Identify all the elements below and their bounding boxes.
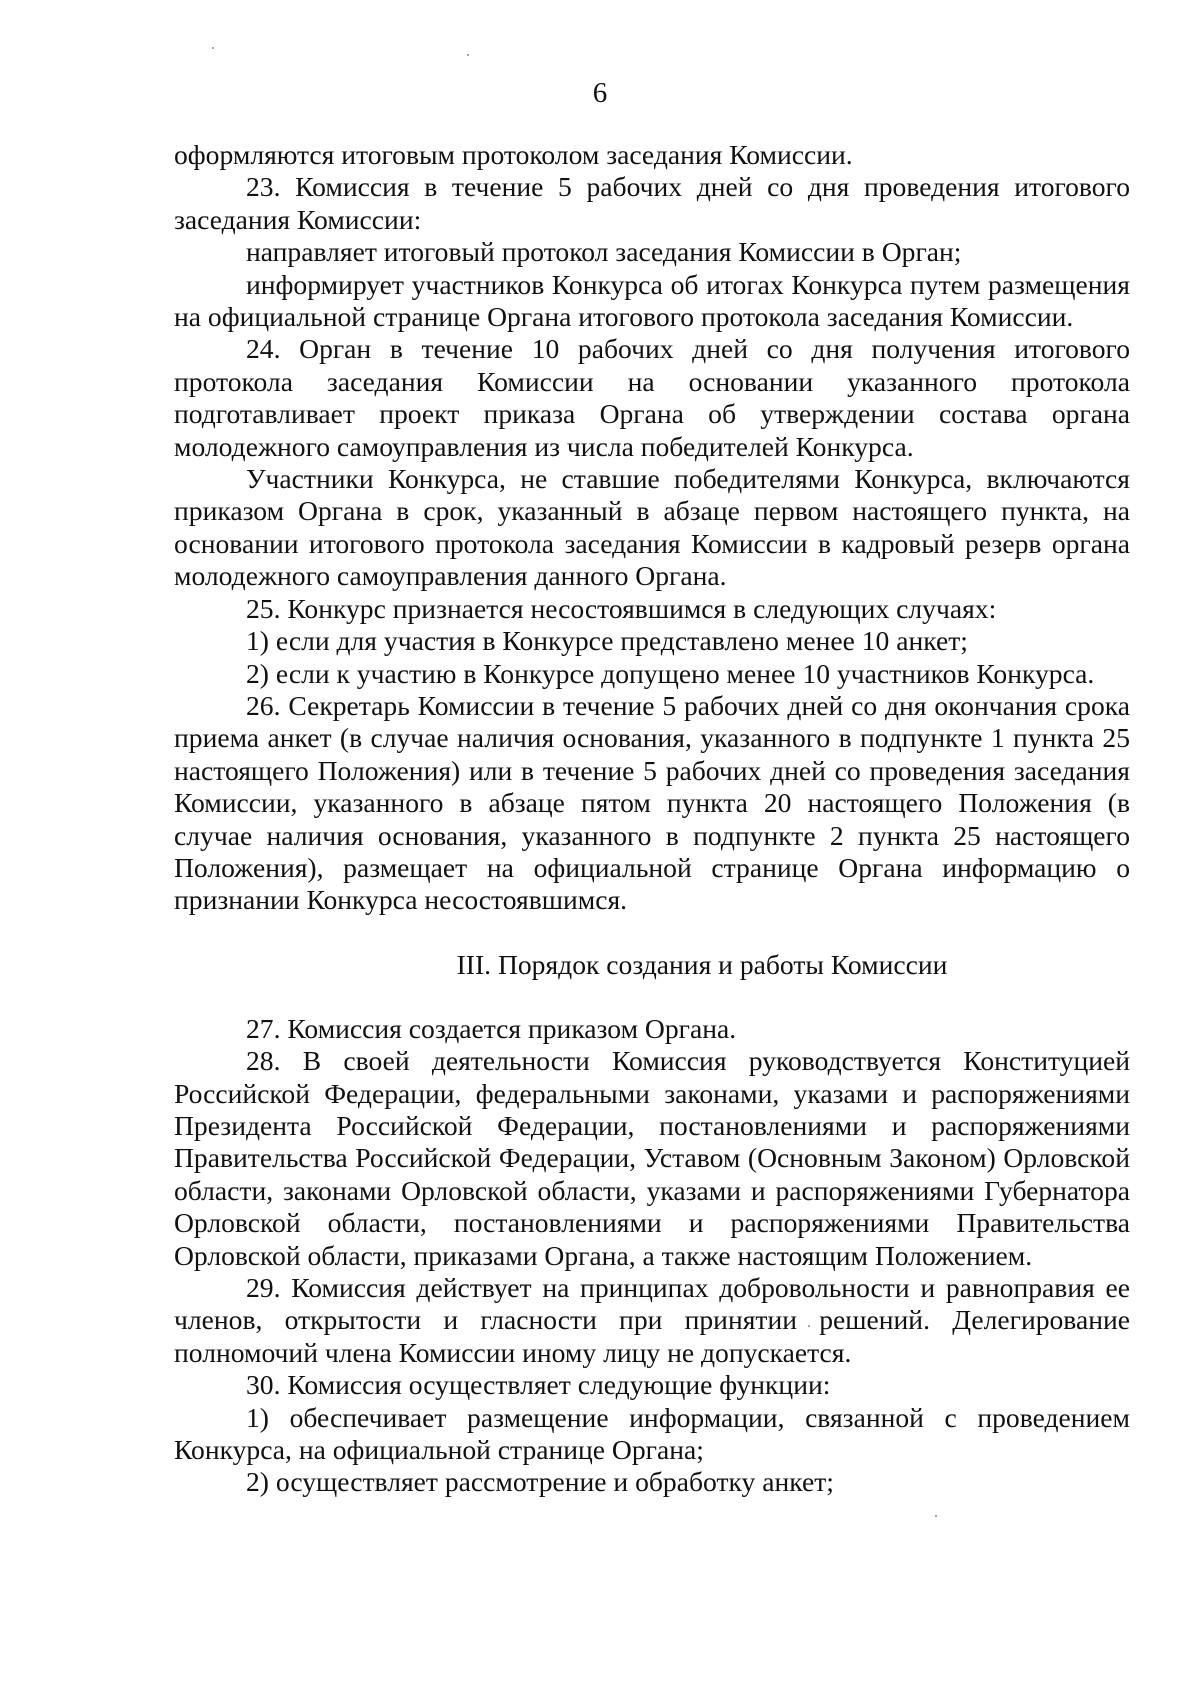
paragraph-item-23-action-2: информирует участников Конкурса об итогах Конкурса путем размещения на официальной странице Органа итогового протокола заседания Комиссии.: [174, 268, 1130, 333]
paragraph-item-30-function-2: 2) осуществляет рассмотрение и обработку анкет;: [246, 1466, 834, 1498]
paragraph-item-30-function-1: 1) обеспечивает размещение информации, связанной с проведением Конкурса, на официальной странице Органа;: [174, 1401, 1130, 1466]
paragraph-item-24: 24. Орган в течение 10 рабочих дней со дня получения итогового протокола заседания Комиссии на основании указанного протокола подготавливает проект приказа Органа об утверждении состава органа молодежного самоуправления из числа победителей Конкурса.: [174, 333, 1130, 462]
paragraph-item-24-reserve: Участники Конкурса, не ставшие победителями Конкурса, включаются приказом Органа в срок, указанный в абзаце первом настоящего пункта, на основании итогового протокола заседания Комиссии в кадровый резерв органа молодежного самоуправления данного Органа.: [174, 463, 1130, 592]
scan-speck: [212, 47, 214, 49]
paragraph-item-27: 27. Комиссия создается приказом Органа.: [246, 1012, 737, 1044]
paragraph-continuation: оформляются итоговым протоколом заседания Комиссии.: [174, 139, 853, 170]
paragraph-item-23: 23. Комиссия в течение 5 рабочих дней со дня проведения итогового заседания Комиссии:: [174, 171, 1130, 235]
paragraph-item-28: 28. В своей деятельности Комиссия руководствуется Конституцией Российской Федерации, федеральными законами, указами и распоряжениями Президента Российской Федерации, постановлениями и распоряжениями Правительства Российской Федерации, Уставом (Основным Законом) Орловской области, законами Орловской области, указами и распоряжениями Губернатора Орловской области, постановлениями и распоряжениями Правительства Орловской области, приказами Органа, а также настоящим Положением.: [174, 1045, 1130, 1271]
page-number: 6: [592, 77, 608, 109]
paragraph-item-25-case-2: 2) если к участию в Конкурсе допущено менее 10 участников Конкурса.: [246, 657, 1095, 689]
scan-speck: [467, 54, 469, 56]
paragraph-item-26: 26. Секретарь Комиссии в течение 5 рабочих дней со дня окончания срока приема анкет (в случае наличия основания, указанного в подпункте 1 пункта 25 настоящего Положения) или в течение 5 рабочих дней со проведения заседания Комиссии, указанного в абзаце пятом пункта 20 настоящего Положения (в случае наличия основания, указанного в подпункте 2 пункта 25 настоящего Положения), размещает на официальной странице Органа информацию о признании Конкурса несостоявшимся.: [174, 689, 1130, 916]
scan-speck: [935, 1515, 937, 1517]
section-heading: III. Порядок создания и работы Комиссии: [456, 948, 948, 980]
paragraph-item-29: 29. Комиссия действует на принципах добровольности и равноправия ее членов, открытости и гласности при принятии решений. Делегирование полномочий члена Комиссии иному лицу не допускается.: [174, 1272, 1130, 1368]
paragraph-item-23-action-1: направляет итоговый протокол заседания Комиссии в Орган;: [246, 236, 962, 268]
paragraph-item-25-case-1: 1) если для участия в Конкурсе представлено менее 10 анкет;: [246, 625, 968, 657]
paragraph-item-25: 25. Конкурс признается несостоявшимся в следующих случаях:: [246, 592, 997, 624]
document-body: [174, 139, 1130, 1499]
paragraph-item-30: 30. Комиссия осуществляет следующие функции:: [246, 1369, 831, 1401]
